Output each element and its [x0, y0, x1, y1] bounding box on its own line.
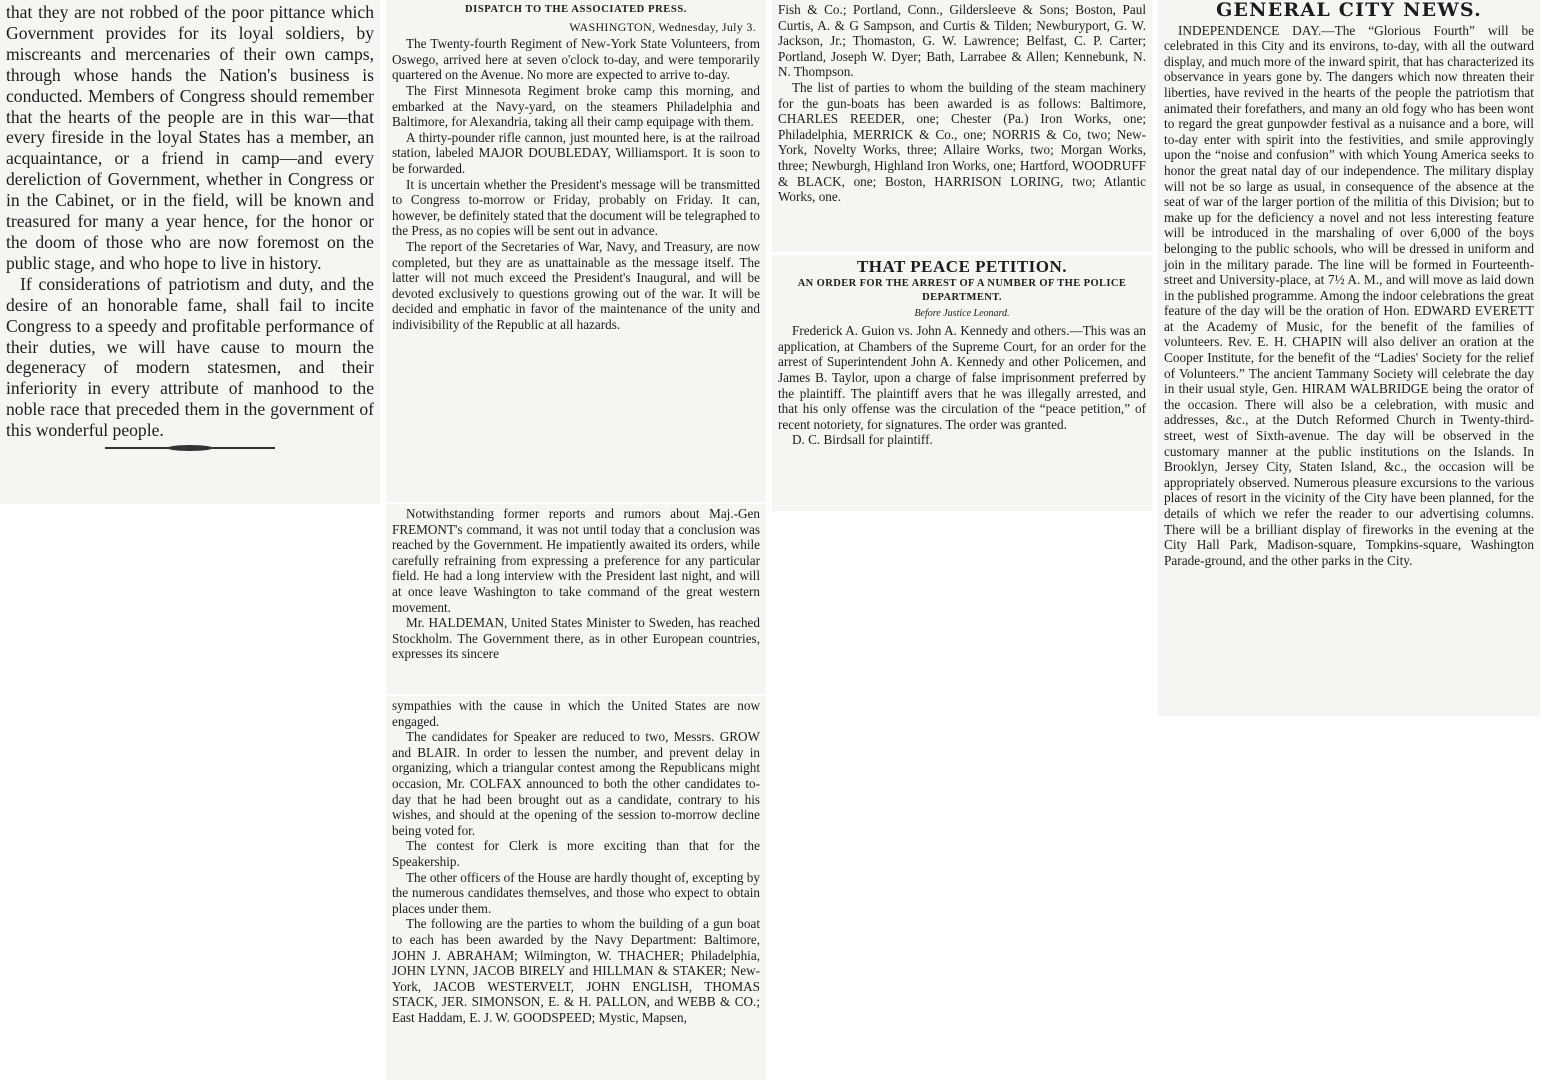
dispatch-column-middle: [386, 504, 766, 694]
dispatch-paragraph: Mr. HALDEMAN, United States Minister to Sweden, has reached Stockholm. The Government there, as in other European countries, expresses its sincere: [392, 615, 760, 662]
editorial-text: [6, 2, 374, 449]
petition-paragraph: Frederick A. Guion vs. John A. Kennedy and others.—This was an application, at Chambers of the Supreme Court, for an order for the arrest of Superintendent John A. Kennedy and other Policemen, and James B. Taylor, upon a charge of false imprisonment preferred by the plaintiff. The plaintiff avers that he was illegally arrested, and that his only offense was the circulation of the “peace petition,” of recent notoriety, for signatures. The order was granted.: [778, 323, 1146, 432]
peace-petition-column: [772, 255, 1152, 511]
city-news-column: [1158, 0, 1540, 716]
dispatch-paragraph: The First Minnesota Regiment broke camp this morning, and embarked at the Navy-yard, on the steamers Philadelphia and Baltimore, for Alexandria, taking all their camp equipage with them.: [392, 82, 760, 130]
dispatch-dateline: WASHINGTON, Wednesday, July 3.: [569, 19, 756, 34]
dispatch-paragraph: sympathies with the cause in which the United States are now engaged.: [392, 698, 760, 729]
dispatch-column-top: [386, 0, 766, 502]
city-news-heading: GENERAL CITY NEWS.: [1216, 0, 1482, 21]
dispatch-paragraph: The report of the Secretaries of War, Navy, and Treasury, are now completed, but they are as unattainable as the message itself. The latter will not much exceed the President's Inaugural, and will be devoted exclusively to questions growing out of the war. It will be decided and emphatic in favor of the maintenance of the unity and indivisibility of the Republic at all hazards.: [392, 238, 760, 332]
dispatch-heading: DISPATCH TO THE ASSOCIATED PRESS.: [465, 4, 687, 15]
dispatch-paragraph: Notwithstanding former reports and rumors about Maj.-Gen FREMONT's command, it was not until today that a conclusion was reached by the Government. He impatiently awaited its orders, while carefully refraining from expressing a preference for any particular field. He had a long interview with the President last night, and will at once leave Washington to take command of the great western movement.: [392, 506, 760, 615]
dispatch-paragraph: The following are the parties to whom the building of a gun boat to each has been awarded by the Navy Department: Baltimore, JOHN J. ABRAHAM; Wilmington, W. THACHER; Philadelphia, JOHN LYNN, JACOB BIRELY and HILLMAN & STAKER; New-York, JACOB WESTERVELT, JOHN ENGLISH, THOMAS STACK, JER. SIMONSON, E. & H. PALLON, and WEBB & CO.; East Haddam, E. J. W. GOODSPEED; Mystic, Mapsen,: [392, 916, 760, 1025]
dispatch-paragraph: The candidates for Speaker are reduced to two, Messrs. GROW and BLAIR. In order to lessen the number, and prevent delay in organizing, which a triangular contest among the Republicans might occasion, Mr. COLFAX announced to both the other candidates to-day that he had been brought out as a candidate, contrary to his wishes, and should at the opening of the session to-morrow decline being voted for.: [392, 729, 760, 838]
ornamental-rule: [105, 447, 275, 449]
gunboat-paragraph: Fish & Co.; Portland, Conn., Gildersleeve & Sons; Boston, Paul Curtis, A. & G Sampson, and Curtis & Tilden; Newburyport, G. W. Jackson, Jr.; Thomaston, G. W. Lawrence; Belfast, C. P. Carter; Portland, Joseph W. Dyer; Bath, Larrabee & Allen; Kennebunk, N. N. Thompson.: [778, 2, 1146, 80]
gunboat-list-column: [772, 0, 1152, 252]
petition-court: Before Justice Leonard.: [914, 307, 1010, 319]
dispatch-paragraph: A thirty-pounder rifle cannon, just mounted here, is at the railroad station, labeled MAJOR DOUBLEDAY, Williamsport. It is soon to be forwarded.: [392, 129, 760, 176]
dispatch-paragraph: The other officers of the House are hardly thought of, excepting by the numerous candidates themselves, and those who expect to obtain places under them.: [392, 869, 760, 916]
dispatch-column-bottom: [386, 696, 766, 1080]
petition-counsel: D. C. Birdsall for plaintiff.: [792, 432, 933, 448]
dispatch-paragraph: It is uncertain whether the President's message will be transmitted to Congress to-morrow or Friday, probably on Friday. It can, however, be definitely stated that the document will be telegraphed to the Press, as no copies will be sent out in advance.: [392, 176, 760, 239]
city-news-paragraph: INDEPENDENCE DAY.—The “Glorious Fourth” will be celebrated in this City and its environs, to-day, with all the outward display, and much more of the inward spirit, that has characterized its observance in years gone by. The dangers which now threaten their liberties, have revived in the hearts of the people the patriotism that animated their forefathers, and many an old fogy who has been wont to regard the great gunpowder festival as a nuisance and a bore, will to-day enter with spirit into the festivities, and smile approvingly upon the “noise and confusion” with which Young America seeks to honor the great natal day of our independence. The military display will not be so large as usual, in consequence of the absence at the seat of war of the larger portion of the militia of this Division; but to make up for the deficiency a novel and not less interesting feature will be introduced in the marshaling of over 6,000 of the boys belonging to the public schools, who will be dressed in uniform and join in the military parade. The line will be formed in Fourteenth-street and University-place, at 7½ A. M., and will move as laid down in the published programme. Among the indoor celebrations the great feature of the day will be the oration of Hon. EDWARD EVERETT at the Academy of Music, for the benefit of the families of volunteers. Rev. E. H. CHAPIN will also deliver an oration at the Cooper Institute, for the benefit of the “Ladies' Society for the relief of Volunteers.” The ancient Tammany Society will celebrate the day in their usual style, Gen. HIRAM WALBRIDGE being the orator of the occasion. There will also be a celebration, with music and addresses, &c., at the Dutch Reformed Church in Twenty-third-street, west of Sixth-avenue. The day will be observed in the customary manner at the public institutions on the Islands. In Brooklyn, Jersey City, Staten Island, &c., the occasion will be appropriately observed. Numerous pleasure excursions to the various places of resort in the vicinity of the City have been planned, for the details of which we refer the reader to our advertising columns. There will be a brilliant display of fireworks in the evening at the City Hall Park, Madison-square, Tompkins-square, Washington Parade-ground, and the other parks in the City.: [1164, 22, 1535, 568]
gunboat-paragraph: The list of parties to whom the building of the steam machinery for the gun-boats has been awarded is as follows: Baltimore, CHARLES REEDER, one; Chester (Pa.) Iron Works, one; Philadelphia, MERRICK & Co., one; NORRIS & Co, two; New-York, Novelty Works, three; Allaire Works, two; Morgan Works, three; Newburgh, Highland Iron Works, one; Hartford, WOODRUFF & BLACK, one; Boston, HARRISON LORING, two; Atlantic Works, one.: [778, 79, 1146, 205]
editorial-paragraph: that they are not robbed of the poor pittance which Government provides for its loyal soldiers, by miscreants and mercenaries of their own camps, through whose hands the Nation's business is conducted. Members of Congress should remember that the hearts of the people are in this war—that every fireside in the loyal States has a member, an acquaintance, or a friend in camp—and every dereliction of Government, whether in Congress or in the Cabinet, or in the field, will be known and treasured for many a year hence, for the honor or the doom of those who are now foremost on the public stage, and who hope to live in history.: [6, 2, 374, 273]
editorial-column: [0, 0, 380, 504]
editorial-paragraph: If considerations of patriotism and duty, and the desire of an honorable fame, shall fail to incite Congress to a speedy and profitable performance of their duties, we will have cause to mourn the degeneracy of modern statesmen, and their inferiority in every attribute of manhood to the noble race that preceded them in the government of this wonderful people.: [6, 273, 374, 441]
dispatch-paragraph: The contest for Clerk is more exciting than that for the Speakership.: [392, 838, 760, 869]
petition-heading: THAT PEACE PETITION.: [856, 257, 1068, 276]
petition-subheading: AN ORDER FOR THE ARREST OF A NUMBER OF THE POLICE DEPARTMENT.: [797, 277, 1127, 303]
dispatch-paragraph: The Twenty-fourth Regiment of New-York State Volunteers, from Oswego, arrived here at seven o'clock to-day, and were temporarily quartered on the Avenue. No more are expected to arrive to-day.: [392, 36, 760, 83]
